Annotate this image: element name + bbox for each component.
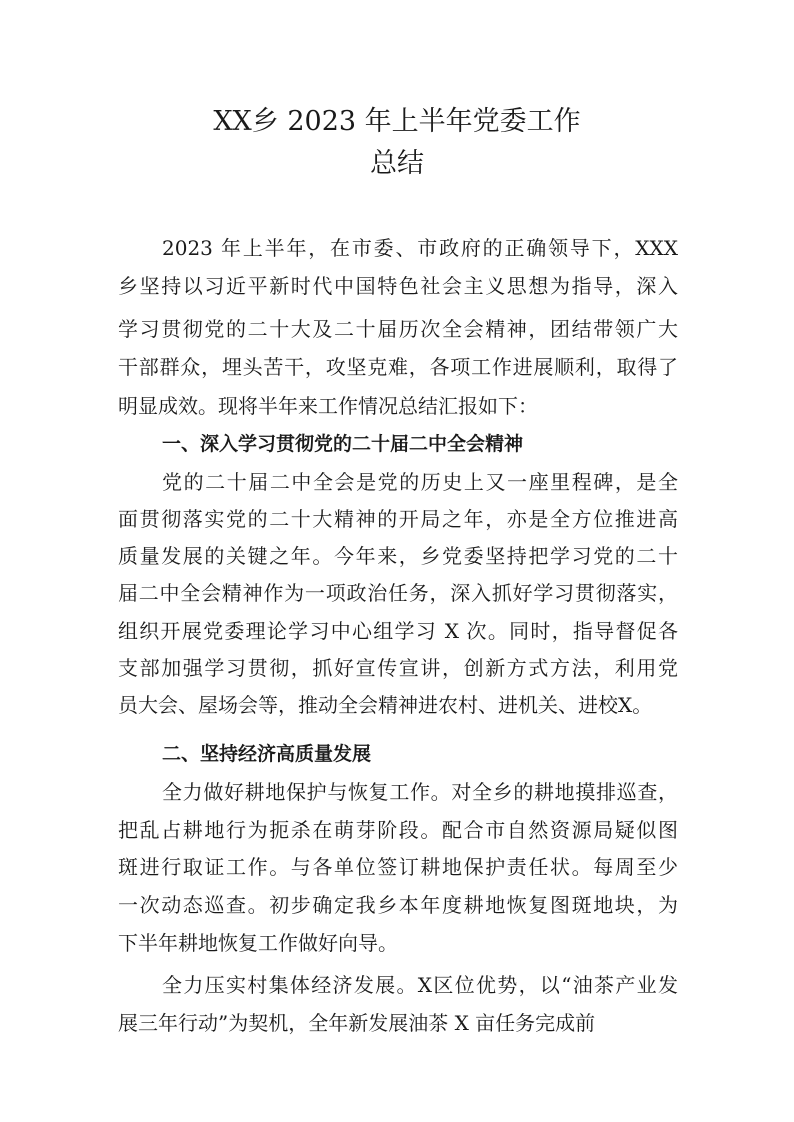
section1-line-6: 支部加强学习贯彻，抓好宣传宣讲，创新方式方法，利用党 (118, 656, 678, 680)
intro-line-5: 明显成效。现将半年来工作情况总结汇报如下： (118, 394, 538, 418)
section2-para1-line-1: 全力做好耕地保护与恢复工作。对全乡的耕地摸排巡查， (162, 780, 678, 804)
section2-para1-line-4: 一次动态巡查。初步确定我乡本年度耕地恢复图斑地块，为 (118, 893, 678, 917)
section1-line-7: 员大会、屋场会等，推动全会精神进农村、进机关、进校X。 (118, 693, 653, 717)
section1-line-1: 党的二十届二中全会是党的历史上又一座里程碑，是全 (162, 470, 678, 494)
section1-line-4: 届二中全会精神作为一项政治任务，深入抓好学习贯彻落实， (118, 581, 678, 605)
section2-para2-line-1: 全力压实村集体经济发展。X区位优势，以“油茶产业发 (162, 973, 678, 997)
document-title-line1: XX乡 2023 年上半年党委工作 (213, 106, 581, 137)
section2-para2-line-2: 展三年行动”为契机，全年新发展油茶 X 亩任务完成前 (118, 1011, 596, 1035)
section1-line-5: 组织开展党委理论学习中心组学习 X 次。同时，指导督促各 (118, 619, 678, 643)
section1-heading: 一、深入学习贯彻党的二十届二中全会精神 (162, 433, 524, 455)
section2-para1-line-5: 下半年耕地恢复工作做好向导。 (118, 931, 398, 955)
intro-line-1: 2023 年上半年，在市委、市政府的正确领导下，XXX (162, 236, 678, 260)
section1-line-3: 质量发展的关键之年。今年来，乡党委坚持把学习党的二十 (118, 544, 678, 568)
section2-para1-line-2: 把乱占耕地行为扼杀在萌芽阶段。配合市自然资源局疑似图 (118, 818, 678, 842)
intro-line-4: 干部群众，埋头苦干，攻坚克难，各项工作进展顺利，取得了 (118, 355, 678, 379)
section2-para1-line-3: 斑进行取证工作。与各单位签订耕地保护责任状。每周至少 (118, 855, 678, 879)
intro-line-3: 学习贯彻党的二十大及二十届历次全会精神，团结带领广大 (118, 317, 678, 341)
section1-line-2: 面贯彻落实党的二十大精神的开局之年，亦是全方位推进高 (118, 507, 678, 531)
document-title-line2: 总结 (370, 148, 424, 179)
intro-line-2: 乡坚持以习近平新时代中国特色社会主义思想为指导，深入 (118, 274, 678, 298)
section2-heading: 二、坚持经济高质量发展 (162, 743, 372, 765)
